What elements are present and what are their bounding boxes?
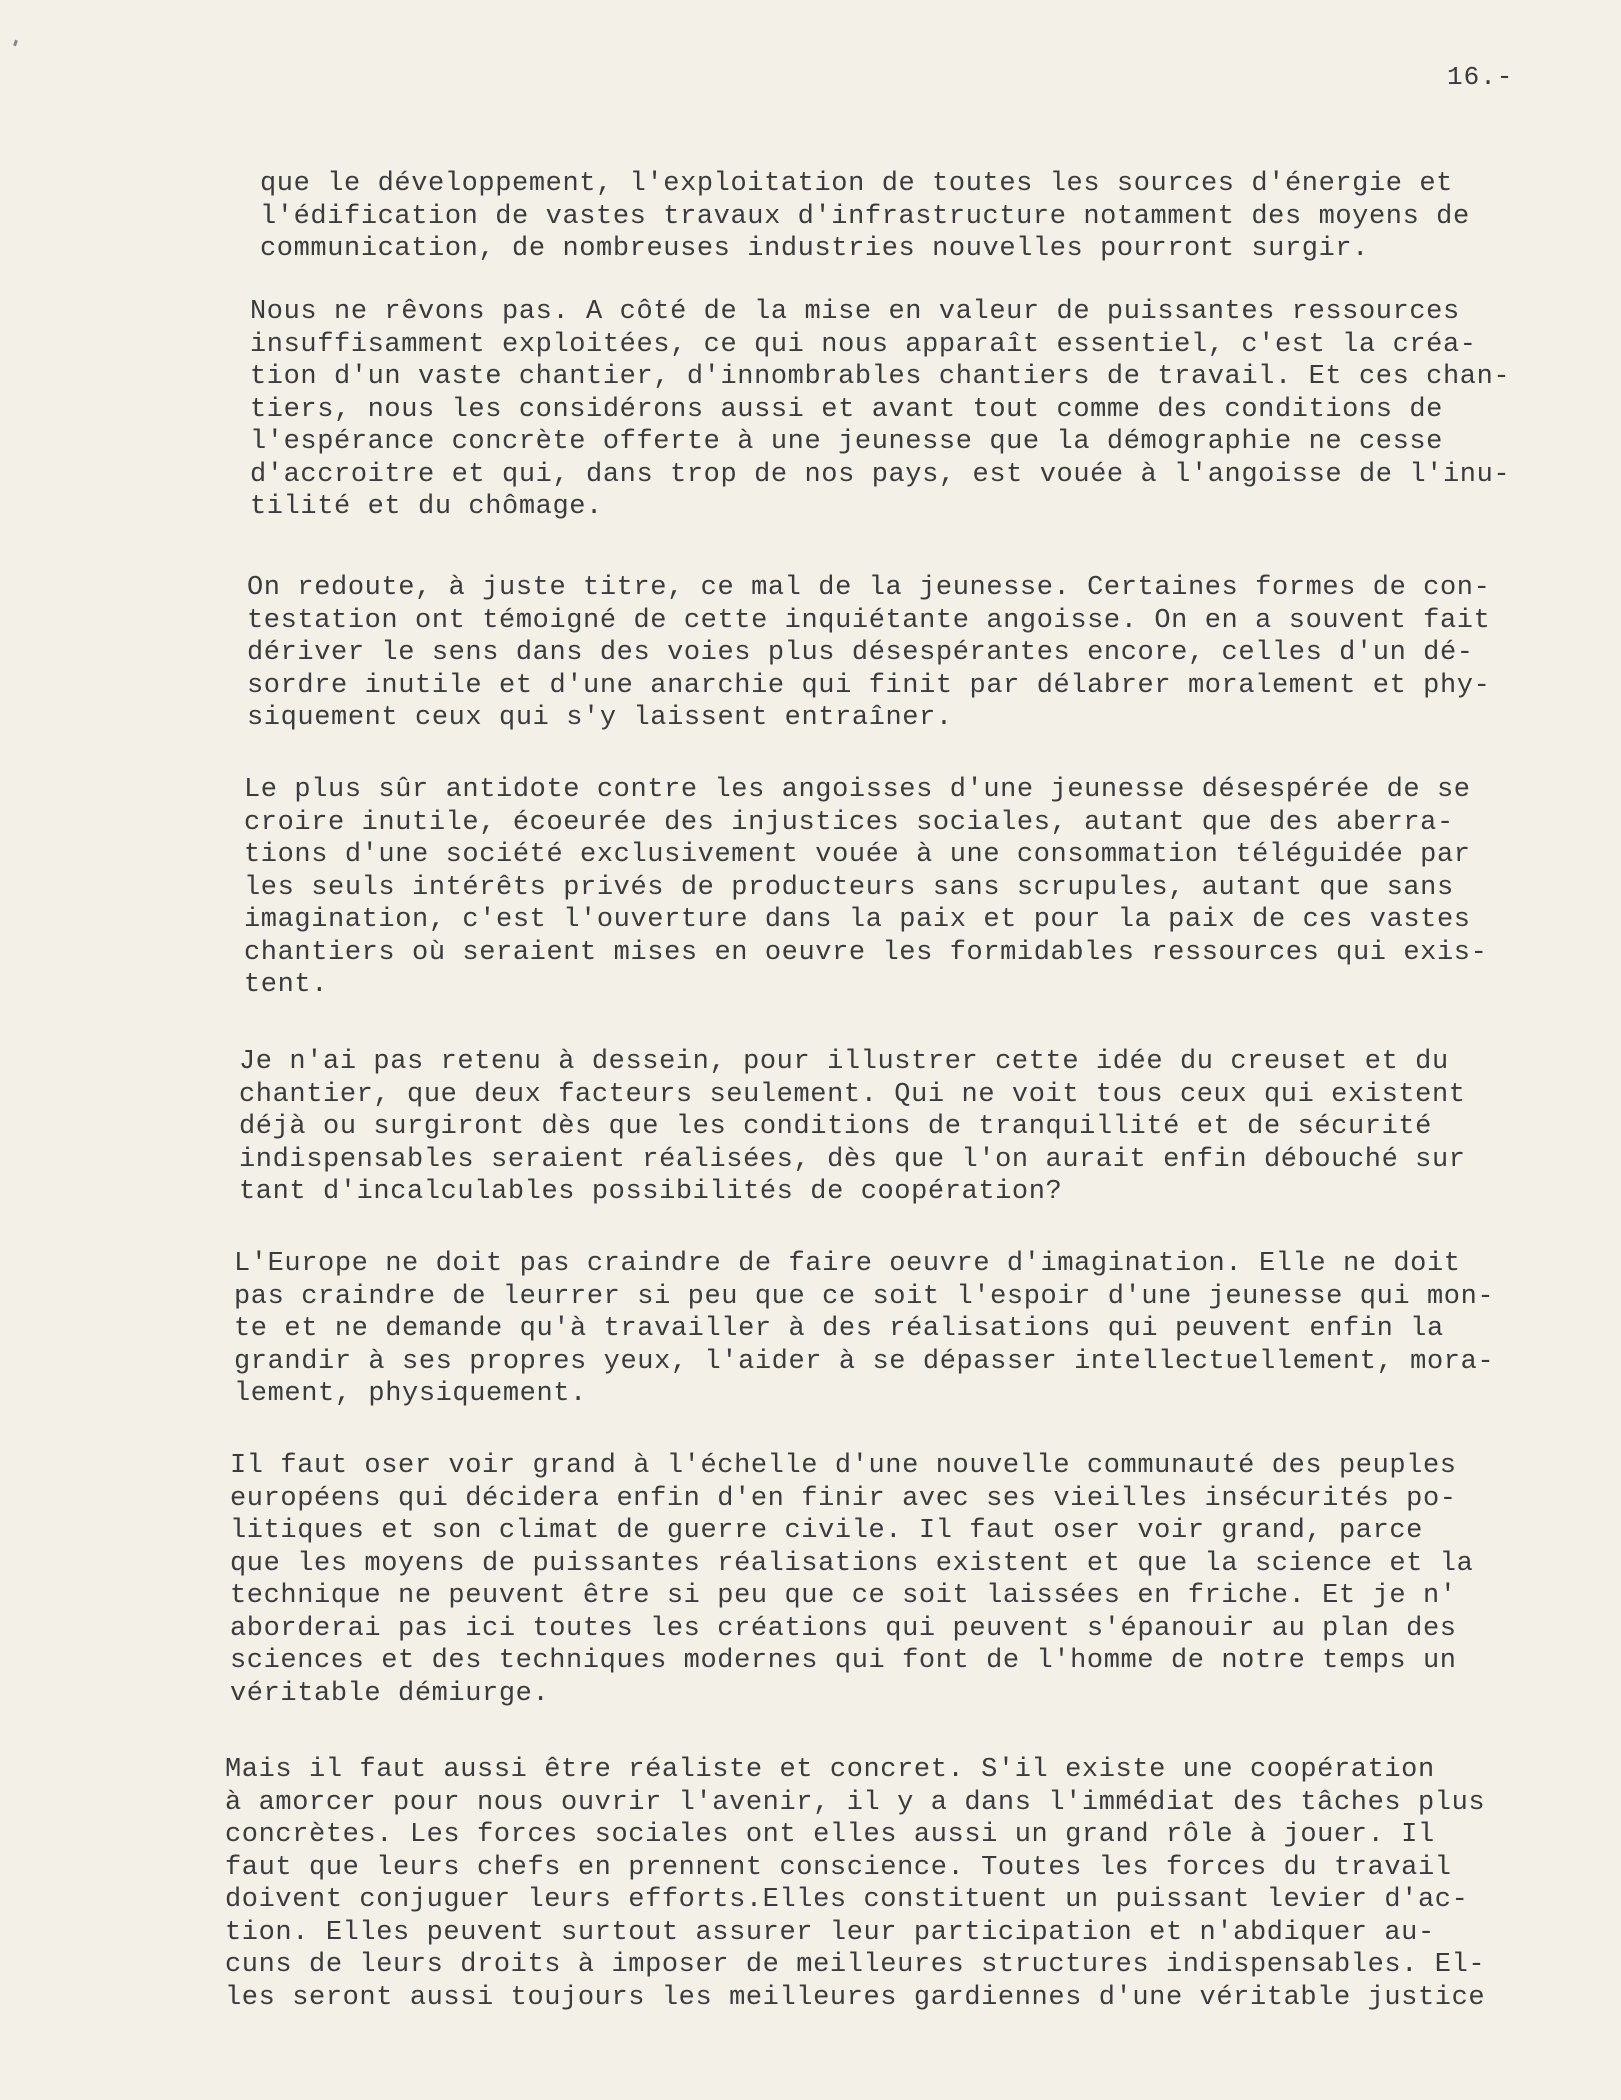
text-line: déjà ou surgiront dès que les conditions de tranquillité et de sécurité <box>239 1112 1432 1142</box>
text-line: On redoute, à juste titre, ce mal de la jeunesse. Certaines formes de con- <box>247 573 1491 603</box>
text-line: testation ont témoigné de cette inquiétante angoisse. On en a souvent fait <box>247 605 1491 636</box>
paragraph-3 <box>247 572 1567 735</box>
text-line: chantiers où seraient mises en oeuvre les formidables ressources qui exis- <box>244 937 1488 968</box>
text-line: Nous ne rêvons pas. A côté de la mise en valeur de puissantes ressources <box>250 297 1460 327</box>
paper-speck <box>13 40 18 47</box>
text-line: L'Europe ne doit pas craindre de faire oeuvre d'imagination. Elle ne doit <box>234 1249 1461 1279</box>
text-line: les seuls intérêts privés de producteurs sans scrupules, autant que sans <box>244 872 1454 903</box>
text-line: tilité et du chômage. <box>250 492 603 522</box>
text-line: faut que leurs chefs en prennent conscience. Toutes les forces du travail <box>225 1852 1452 1883</box>
text-line: croire inutile, écoeurée des injustices sociales, autant que des aberra- <box>244 807 1454 838</box>
text-line: siquement ceux qui s'y laissent entraîner. <box>247 703 953 733</box>
text-line: communication, de nombreuses industries nouvelles pourront surgir. <box>260 234 1369 264</box>
text-line: concrètes. Les forces sociales ont elles aussi un grand rôle à jouer. Il <box>225 1820 1435 1850</box>
text-line: à amorcer pour nous ouvrir l'avenir, il y a dans l'immédiat des tâches plus <box>225 1787 1486 1818</box>
text-line: les seront aussi toujours les meilleures gardiennes d'une véritable justice <box>225 1982 1486 2013</box>
text-line: dériver le sens dans des voies plus désespérantes encore, celles d'un dé- <box>247 638 1474 668</box>
text-line: Le plus sûr antidote contre les angoisses d'une jeunesse désespérée de se <box>244 775 1471 805</box>
text-line: lement, physiquement. <box>234 1379 587 1409</box>
text-line: d'accroitre et qui, dans trop de nos pays, est vouée à l'angoisse de l'inu- <box>250 459 1511 490</box>
text-line: imagination, c'est l'ouverture dans la paix et pour la paix de ces vastes <box>244 905 1471 935</box>
text-line: sciences et des techniques modernes qui font de l'homme de notre temps un <box>230 1646 1457 1676</box>
text-line: tions d'une société exclusivement vouée à une consommation téléguidée par <box>244 840 1471 870</box>
text-line: sordre inutile et d'une anarchie qui finit par délabrer moralement et phy- <box>247 670 1491 701</box>
text-line: Mais il faut aussi être réaliste et concret. S'il existe une coopération <box>225 1755 1435 1785</box>
text-line: aborderai pas ici toutes les créations qui peuvent s'épanouir au plan des <box>230 1613 1457 1644</box>
text-line: l'espérance concrète offerte à une jeunesse que la démographie ne cesse <box>250 427 1443 457</box>
text-line: Je n'ai pas retenu à dessein, pour illustrer cette idée du creuset et du <box>239 1047 1449 1077</box>
text-line: tion d'un vaste chantier, d'innombrables chantiers de travail. Et ces chan- <box>250 362 1511 392</box>
text-line: européens qui décidera enfin d'en finir avec ses vieilles insécurités po- <box>230 1483 1457 1514</box>
text-line: grandir à ses propres yeux, l'aider à se dépasser intellectuellement, mora- <box>234 1346 1495 1377</box>
paragraph-4 <box>244 774 1564 1002</box>
text-line: technique ne peuvent être si peu que ce soit laissées en friche. Et je n' <box>230 1581 1457 1611</box>
paragraph-1 <box>260 168 1580 266</box>
text-line: cuns de leurs droits à imposer de meilleures structures indispensables. El- <box>225 1950 1486 1980</box>
paragraph-7 <box>230 1450 1550 1710</box>
paragraph-5 <box>239 1046 1559 1209</box>
text-line: doivent conjuguer leurs efforts.Elles constituent un puissant levier d'ac- <box>225 1885 1469 1915</box>
text-line: véritable démiurge. <box>230 1678 550 1709</box>
text-line: litiques et son climat de guerre civile. Il faut oser voir grand, parce <box>230 1516 1423 1546</box>
text-line: que le développement, l'exploitation de toutes les sources d'énergie et <box>260 169 1453 199</box>
text-line: tion. Elles peuvent surtout assurer leur participation et n'abdiquer au- <box>225 1917 1435 1948</box>
text-line: que les moyens de puissantes réalisations existent et que la science et la <box>230 1548 1474 1579</box>
paragraph-2 <box>250 296 1570 524</box>
text-line: insuffisamment exploitées, ce qui nous apparaît essentiel, c'est la créa- <box>250 329 1477 360</box>
text-line: tiers, nous les considérons aussi et avant tout comme des conditions de <box>250 394 1443 425</box>
text-line: tant d'incalculables possibilités de coopération? <box>239 1177 1063 1207</box>
text-line: tent. <box>244 970 329 1000</box>
text-line: l'édification de vastes travaux d'infrastructure notamment des moyens de <box>260 201 1470 232</box>
paragraph-8 <box>225 1754 1545 2014</box>
paragraph-6 <box>234 1248 1554 1411</box>
text-line: te et ne demande qu'à travailler à des réalisations qui peuvent enfin la <box>234 1314 1444 1344</box>
text-line: chantier, que deux facteurs seulement. Qui ne voit tous ceux qui existent <box>239 1079 1466 1110</box>
page-number: 16.- <box>1447 62 1514 92</box>
text-line: Il faut oser voir grand à l'échelle d'une nouvelle communauté des peuples <box>230 1451 1457 1481</box>
text-line: pas craindre de leurrer si peu que ce soit l'espoir d'une jeunesse qui mon- <box>234 1281 1495 1312</box>
text-line: indispensables seraient réalisées, dès que l'on aurait enfin débouché sur <box>239 1144 1466 1175</box>
